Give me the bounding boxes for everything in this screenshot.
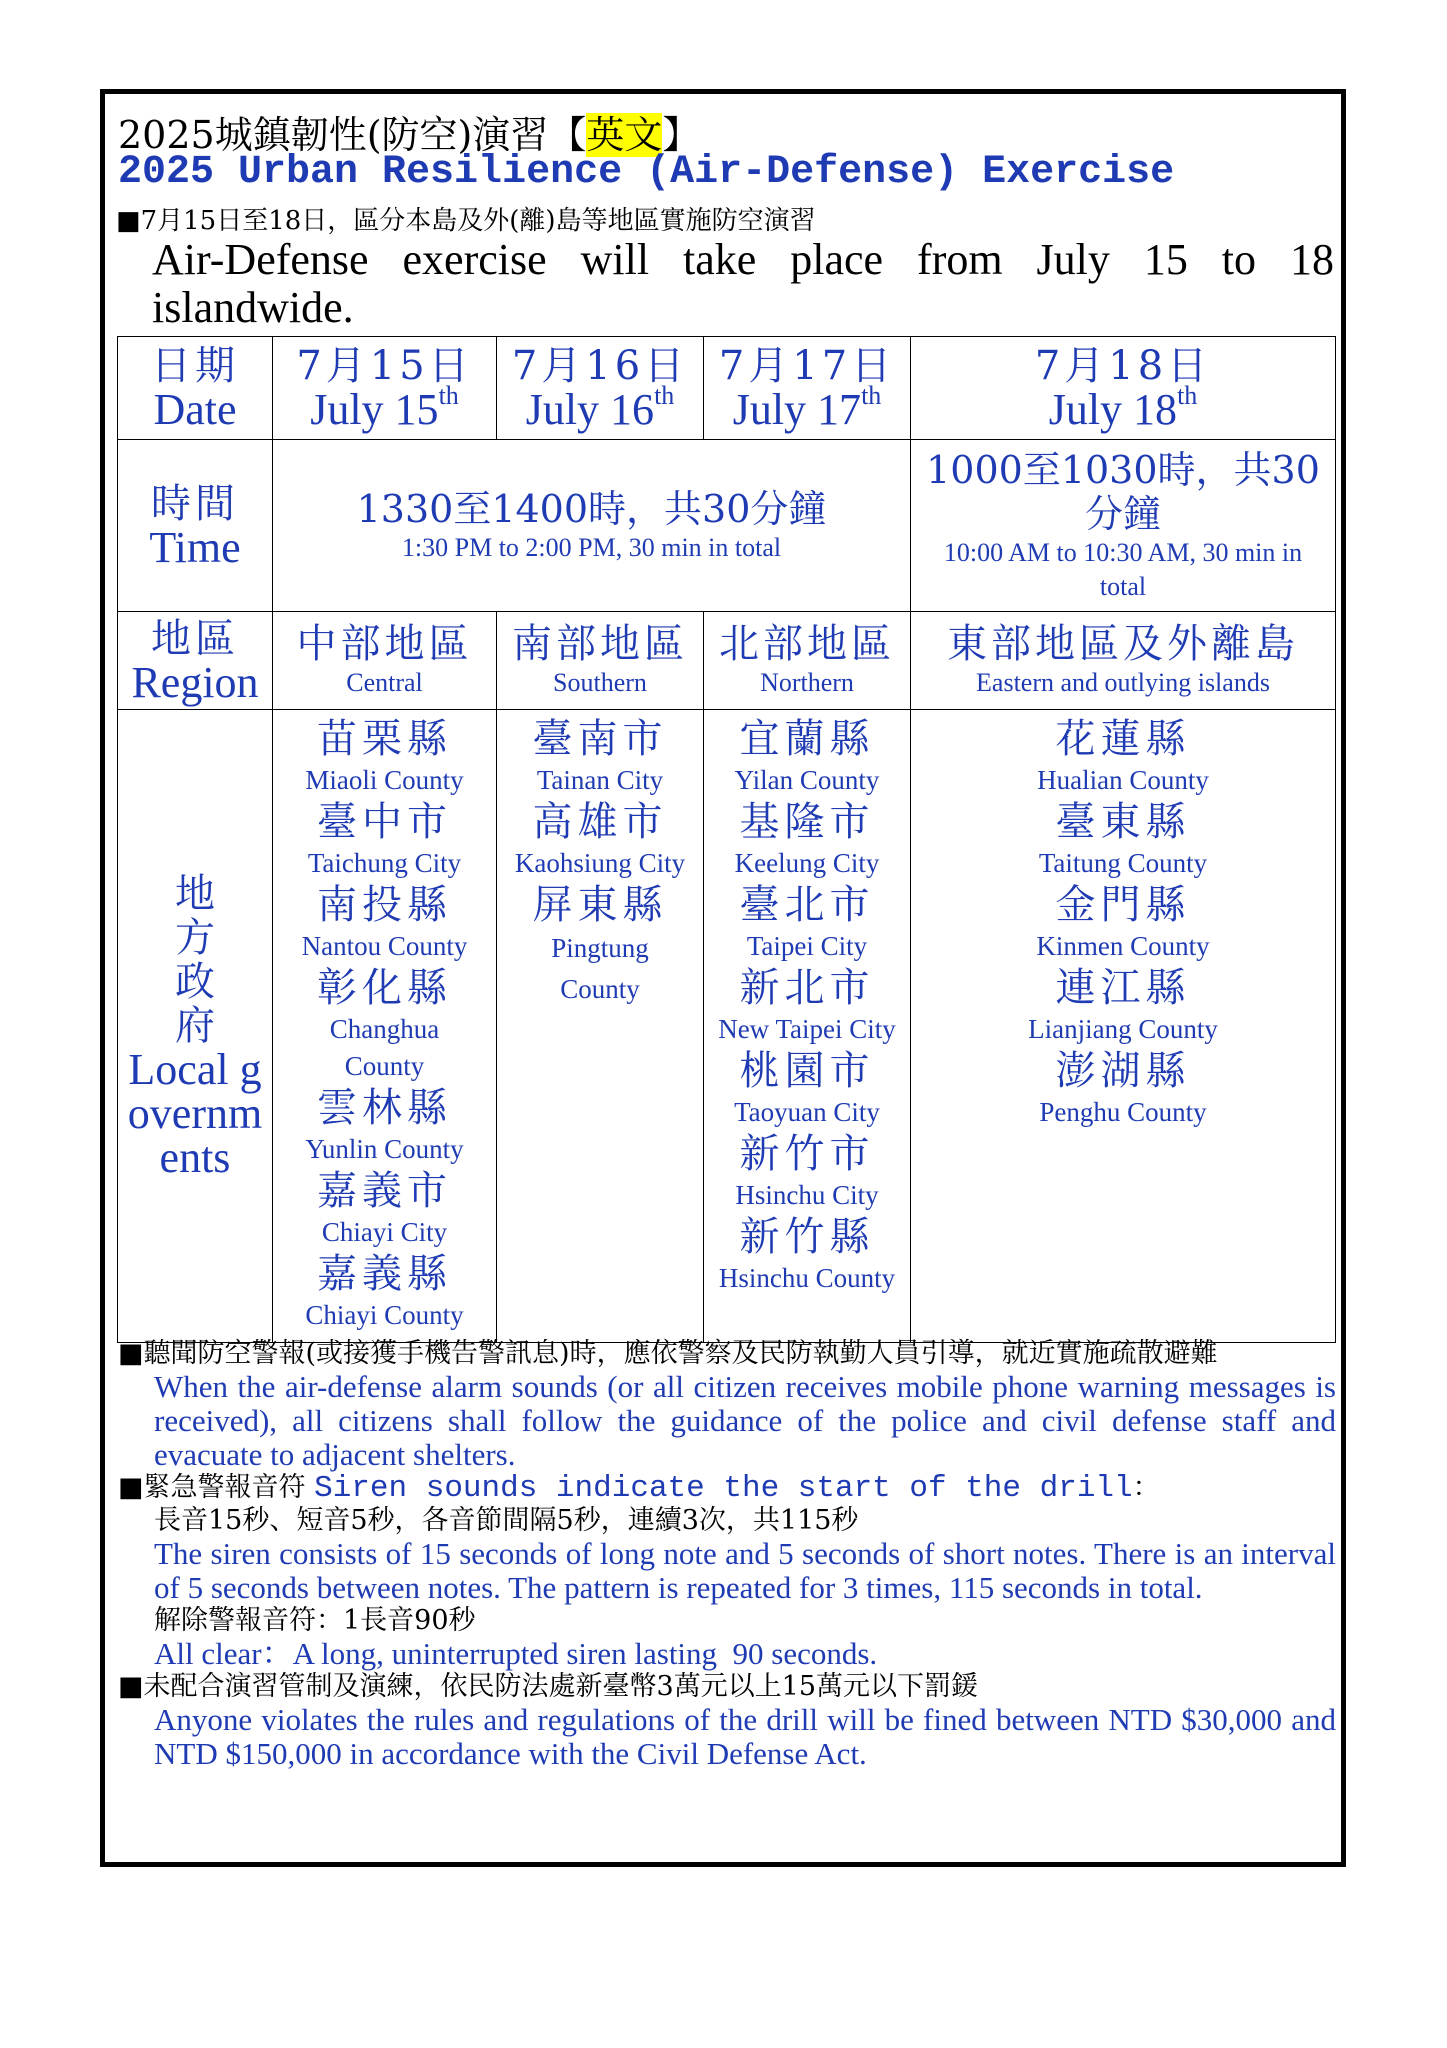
region-en: Eastern and outlying islands: [976, 667, 1270, 697]
date-sup: th: [654, 381, 675, 410]
gov-en: Hsinchu County: [718, 1263, 896, 1293]
date-en: July 18: [1048, 385, 1178, 434]
gov-zh: 新竹縣: [739, 1214, 875, 1260]
date-cell: [911, 337, 1336, 440]
gov-zh: 苗栗縣: [317, 716, 452, 762]
date-en: July 16: [525, 385, 655, 434]
gov-en: Kaohsiung City: [514, 848, 686, 878]
alarm-en: When the air-defense alarm sounds (or all citizen receives mobile phone warning messages is received), all citizens shall follow the guidance of the police and civil defense staff and evacuate to adjacent shelters.: [154, 1369, 1336, 1472]
date-label-en: Date: [153, 385, 237, 434]
date-label-cell: [118, 337, 273, 440]
government-row: [118, 710, 1336, 1343]
gov-label-zh: 地方政府: [175, 871, 219, 1049]
region-zh: 南部地區: [512, 620, 688, 667]
fine-zh: ■未配合演習管制及演練，依民防法處新臺幣3萬元以上15萬元以下罰鍰: [118, 1671, 979, 1702]
gov-item: [911, 1048, 1335, 1131]
gov-item: [704, 1214, 910, 1297]
alarm-zh: ■聽聞防空警報(或接獲手機告警訊息)時，應依警察及民防執勤人員引導，就近實施疏散避難: [118, 1338, 1218, 1369]
title-zh-highlight: 英文: [586, 113, 663, 157]
region-label-zh: 地區: [151, 615, 239, 662]
date-sup: th: [861, 381, 882, 410]
gov-zh: 花蓮縣: [1055, 716, 1191, 762]
gov-en: Lianjiang County: [1028, 1014, 1218, 1044]
gov-item: [704, 1048, 910, 1131]
gov-en: Changhua County: [329, 1014, 440, 1081]
gov-item: [704, 882, 910, 965]
time-a-zh: 1330至1400時，共30分鐘: [356, 486, 827, 531]
time-a-en: 1:30 PM to 2:00 PM, 30 min in total: [401, 532, 782, 562]
gov-en: Keelung City: [734, 848, 880, 878]
time-label-zh: 時間: [151, 480, 239, 527]
gov-item: [273, 1251, 496, 1334]
gov-en: Tainan City: [536, 765, 664, 795]
gov-item: [273, 1085, 496, 1168]
gov-zh: 臺中市: [317, 799, 452, 845]
gov-en: Taichung City: [307, 848, 462, 878]
gov-zh: 嘉義市: [317, 1168, 452, 1214]
intro-zh: ■7月15日至18日，區分本島及外(離)島等地區實施防空演習: [116, 206, 816, 236]
siren-heading: [118, 1472, 1336, 1505]
gov-en: Yilan County: [734, 765, 880, 795]
central-list: [273, 710, 497, 1343]
gov-zh: 金門縣: [1055, 882, 1191, 928]
gov-en: Nantou County: [301, 931, 468, 961]
region-zh: 東部地區及外離島: [947, 620, 1299, 667]
gov-zh: 雲林縣: [317, 1085, 452, 1131]
siren-pattern-en: The siren consists of 15 seconds of long note and 5 seconds of short notes. There is an interval of 5 seconds between notes. The pattern is repeated for 3 times, 115 seconds in total.: [154, 1536, 1336, 1605]
gov-en: Taoyuan City: [734, 1097, 880, 1127]
gov-en: Pingtung County: [551, 933, 649, 1004]
region-cell: [911, 612, 1336, 710]
gov-en: Taipei City: [746, 931, 868, 961]
time-b-zh: 1000至1030時，共30分鐘: [926, 447, 1320, 536]
gov-en: Hsinchu City: [735, 1180, 879, 1210]
region-cell: [497, 612, 704, 710]
intro-en: Air-Defense exercise will take place from July 15 to 18 islandwide.: [152, 235, 1334, 332]
gov-item: [273, 1168, 496, 1251]
region-en: Southern: [553, 667, 647, 697]
gov-en: Chiayi City: [321, 1217, 448, 1247]
gov-item: [704, 1131, 910, 1214]
gov-en: Miaoli County: [305, 765, 464, 795]
title-en: 2025 Urban Resilience (Air-Defense) Exercise: [118, 150, 1175, 195]
gov-zh: 高雄市: [532, 799, 668, 845]
gov-zh: 桃園市: [739, 1048, 875, 1094]
title-zh-prefix: 2025城鎮韌性(防空)演習【: [118, 113, 587, 157]
gov-item: [273, 882, 496, 965]
gov-zh: 彰化縣: [317, 965, 452, 1011]
region-zh: 北部地區: [719, 620, 895, 667]
region-row: [118, 612, 1336, 710]
gov-label-cell: [118, 710, 273, 1343]
region-zh: 中部地區: [296, 620, 473, 667]
date-en: July 17: [732, 385, 862, 434]
date-zh: 7月17日: [718, 343, 896, 389]
date-zh: 7月18日: [1034, 343, 1212, 389]
gov-item: [911, 965, 1335, 1048]
date-label-zh: 日期: [151, 343, 239, 389]
date-cell: [497, 337, 704, 440]
gov-zh: 基隆市: [739, 799, 875, 845]
date-sup: th: [438, 381, 459, 410]
gov-item: [497, 882, 703, 1010]
date-zh: 7月15日: [296, 343, 473, 389]
date-zh: 7月16日: [511, 343, 689, 389]
southern-list: [497, 710, 704, 1343]
gov-item: [704, 965, 910, 1048]
gov-en: New Taipei City: [718, 1014, 896, 1044]
region-cell: [273, 612, 497, 710]
time-label-en: Time: [149, 522, 241, 572]
gov-zh: 宜蘭縣: [739, 716, 875, 762]
gov-zh: 連江縣: [1055, 965, 1191, 1011]
notes-section: [118, 1338, 1336, 1771]
gov-item: [273, 716, 496, 799]
region-label-cell: [118, 612, 273, 710]
region-label-en: Region: [131, 657, 259, 707]
gov-item: [273, 799, 496, 882]
gov-en: Penghu County: [1039, 1097, 1207, 1127]
date-sup: th: [1177, 381, 1198, 410]
eastern-list: [911, 710, 1336, 1343]
siren-colon: ：: [1132, 1472, 1160, 1503]
gov-zh: 屏東縣: [532, 882, 668, 928]
fine-en: Anyone violates the rules and regulations of the drill will be fined between NTD $30,000 and NTD $150,000 in accordance with the Civil Defense Act.: [154, 1702, 1336, 1771]
gov-item: [704, 716, 910, 799]
time-cell-b: [911, 440, 1336, 612]
date-cell: [704, 337, 911, 440]
schedule-table: [117, 336, 1336, 1343]
time-row: [118, 440, 1336, 612]
northern-list: [704, 710, 911, 1343]
date-row: [118, 337, 1336, 440]
gov-zh: 嘉義縣: [317, 1251, 452, 1297]
gov-item: [704, 799, 910, 882]
gov-item: [497, 716, 703, 799]
siren-pattern-zh: 長音15秒、短音5秒，各音節間隔5秒，連續3次，共115秒: [154, 1505, 859, 1536]
gov-en: Hualian County: [1037, 765, 1209, 795]
gov-en: Chiayi County: [305, 1300, 464, 1330]
clear-zh: 解除警報音符：1長音90秒: [154, 1605, 476, 1636]
gov-label-en: Local governments: [127, 1045, 263, 1182]
gov-item: [911, 716, 1335, 799]
gov-zh: 澎湖縣: [1055, 1048, 1191, 1094]
date-en: July 15: [310, 385, 439, 434]
gov-zh: 臺南市: [532, 716, 668, 762]
date-cell: [273, 337, 497, 440]
gov-zh: 臺東縣: [1055, 799, 1191, 845]
region-en: Central: [346, 667, 423, 697]
gov-item: [911, 882, 1335, 965]
gov-zh: 新北市: [739, 965, 875, 1011]
region-en: Northern: [760, 667, 854, 697]
gov-item: [273, 965, 496, 1085]
gov-item: [911, 799, 1335, 882]
time-label-cell: [118, 440, 273, 612]
time-b-en: 10:00 AM to 10:30 AM, 30 min in total: [943, 537, 1303, 601]
siren-en-title: Siren sounds indicate the start of the drill: [314, 1471, 1133, 1506]
gov-en: Taitung County: [1038, 848, 1208, 878]
time-cell-a: [273, 440, 911, 612]
gov-en: Kinmen County: [1036, 931, 1210, 961]
gov-zh: 新竹市: [739, 1131, 875, 1177]
gov-en: Yunlin County: [305, 1134, 464, 1164]
clear-en: All clear：A long, uninterrupted siren lasting 90 seconds.: [154, 1636, 878, 1671]
gov-zh: 南投縣: [317, 882, 452, 928]
title-zh-suffix: 】: [662, 113, 701, 157]
gov-zh: 臺北市: [739, 882, 875, 928]
gov-item: [497, 799, 703, 882]
region-cell: [704, 612, 911, 710]
siren-zh: ■緊急警報音符: [118, 1472, 315, 1503]
